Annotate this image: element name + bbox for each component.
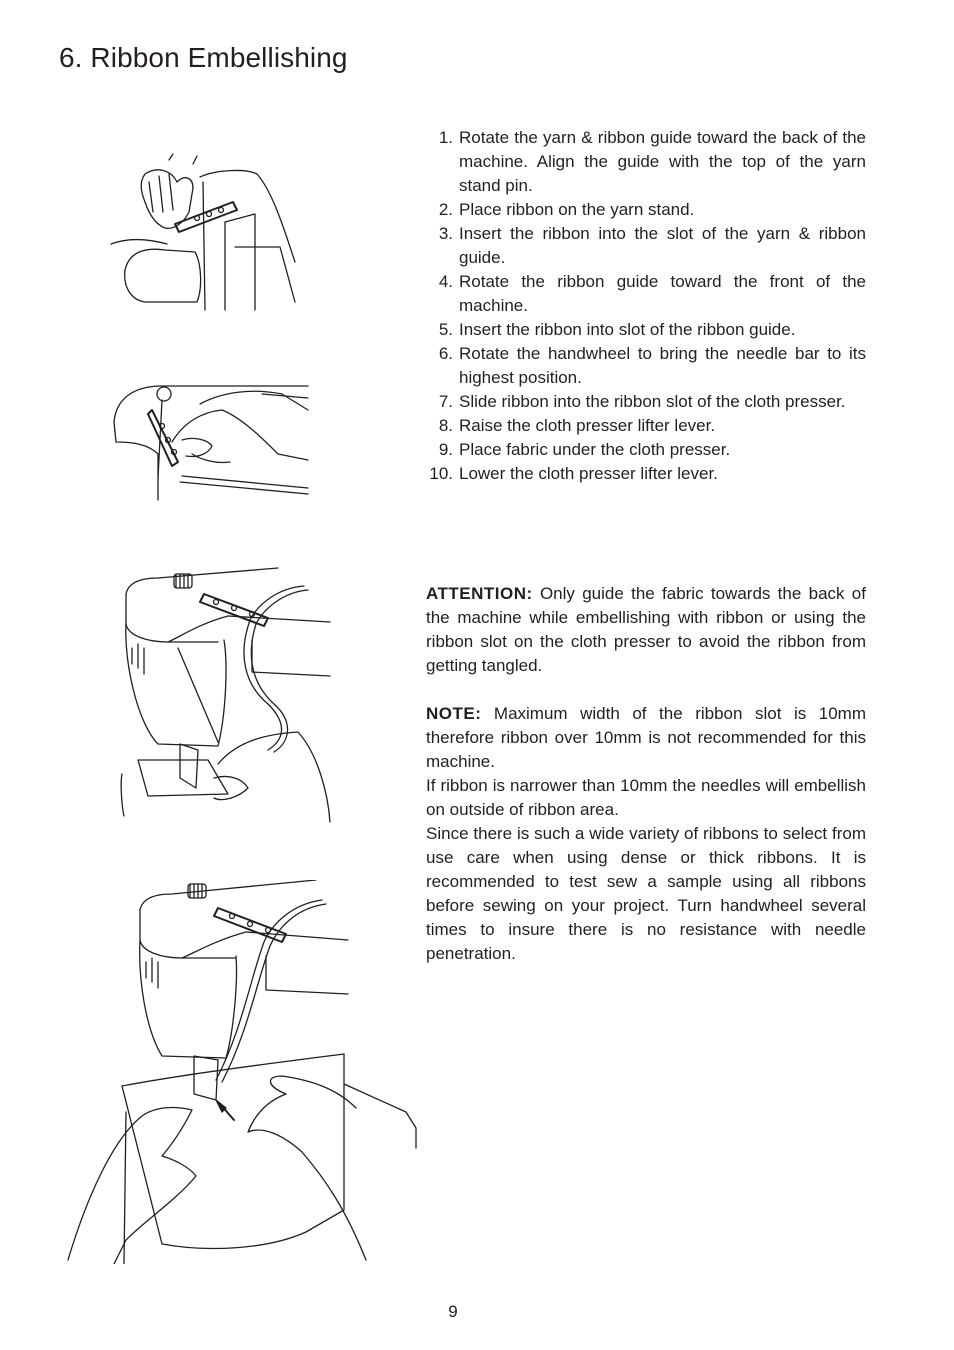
illustration-rotate-guide [105,152,305,312]
page-title: 6. Ribbon Embellishing [59,42,348,73]
machine-ribbon-drawing [118,564,338,824]
step-text: Rotate the ribbon guide toward the front of the machine. [459,272,866,315]
step-text: Slide ribbon into the ribbon slot of the cloth presser. [459,392,846,411]
step-number: 2. [438,200,453,219]
list-item [426,342,866,390]
step-text: Rotate the yarn & ribbon guide toward the back of the machine. Align the guide with the top of the yarn stand pin. [459,128,866,195]
step-text: Insert the ribbon into the slot of the yarn & ribbon guide. [459,224,866,267]
instruction-steps [426,126,866,486]
attention-text: Only guide the fabric towards the back of the machine while embellishing with ribbon or using the ribbon slot on the cloth presser to avoid the ribbon from getting tangled. [426,584,866,675]
rotate-guide-drawing [105,152,305,312]
step-text: Place fabric under the cloth presser. [459,440,731,459]
step-number: 7. [438,392,453,411]
list-item [426,198,866,222]
step-number: 9. [438,440,453,459]
list-item [426,462,866,486]
step-number: 1. [438,128,453,147]
list-item [426,390,866,414]
insert-ribbon-drawing [112,382,312,502]
attention-paragraph [426,582,866,678]
step-number: 10. [429,464,453,483]
list-item [426,318,866,342]
list-item [426,222,866,270]
illustration-machine-ribbon [118,564,338,824]
step-text: Rotate the handwheel to bring the needle bar to its highest position. [459,344,866,387]
sewing-fabric-drawing [66,880,426,1264]
list-item [426,438,866,462]
step-text: Place ribbon on the yarn stand. [459,200,695,219]
illustration-insert-ribbon [112,382,312,502]
note-ribbon-variety-paragraph: Since there is such a wide variety of ribbons to select from use care when using dense or thick ribbons. It is recommended to test sew a sample using all ribbons before sewing on your project. Turn handwheel several times to insure there is no resistance with needle penetration. [426,824,866,963]
note-paragraph [426,702,866,774]
step-text: Raise the cloth presser lifter lever. [459,416,716,435]
page-number: 9 [448,1302,458,1321]
step-number: 5. [438,320,453,339]
step-number: 3. [438,224,453,243]
step-text: Lower the cloth presser lifter lever. [459,464,718,483]
list-item [426,126,866,198]
step-text: Insert the ribbon into slot of the ribbon guide. [459,320,796,339]
note-text: Maximum width of the ribbon slot is 10mm therefore ribbon over 10mm is not recommended for this machine. [426,704,866,771]
list-item [426,414,866,438]
list-item [426,270,866,318]
step-number: 6. [438,344,453,363]
note-label: NOTE: [426,704,482,723]
attention-label: ATTENTION: [426,584,533,603]
step-number: 8. [438,416,453,435]
step-number: 4. [438,272,453,291]
illustration-sewing-fabric [66,880,426,1264]
note-ribbon-narrow-paragraph: If ribbon is narrower than 10mm the needles will embellish on outside of ribbon area. [426,776,866,819]
